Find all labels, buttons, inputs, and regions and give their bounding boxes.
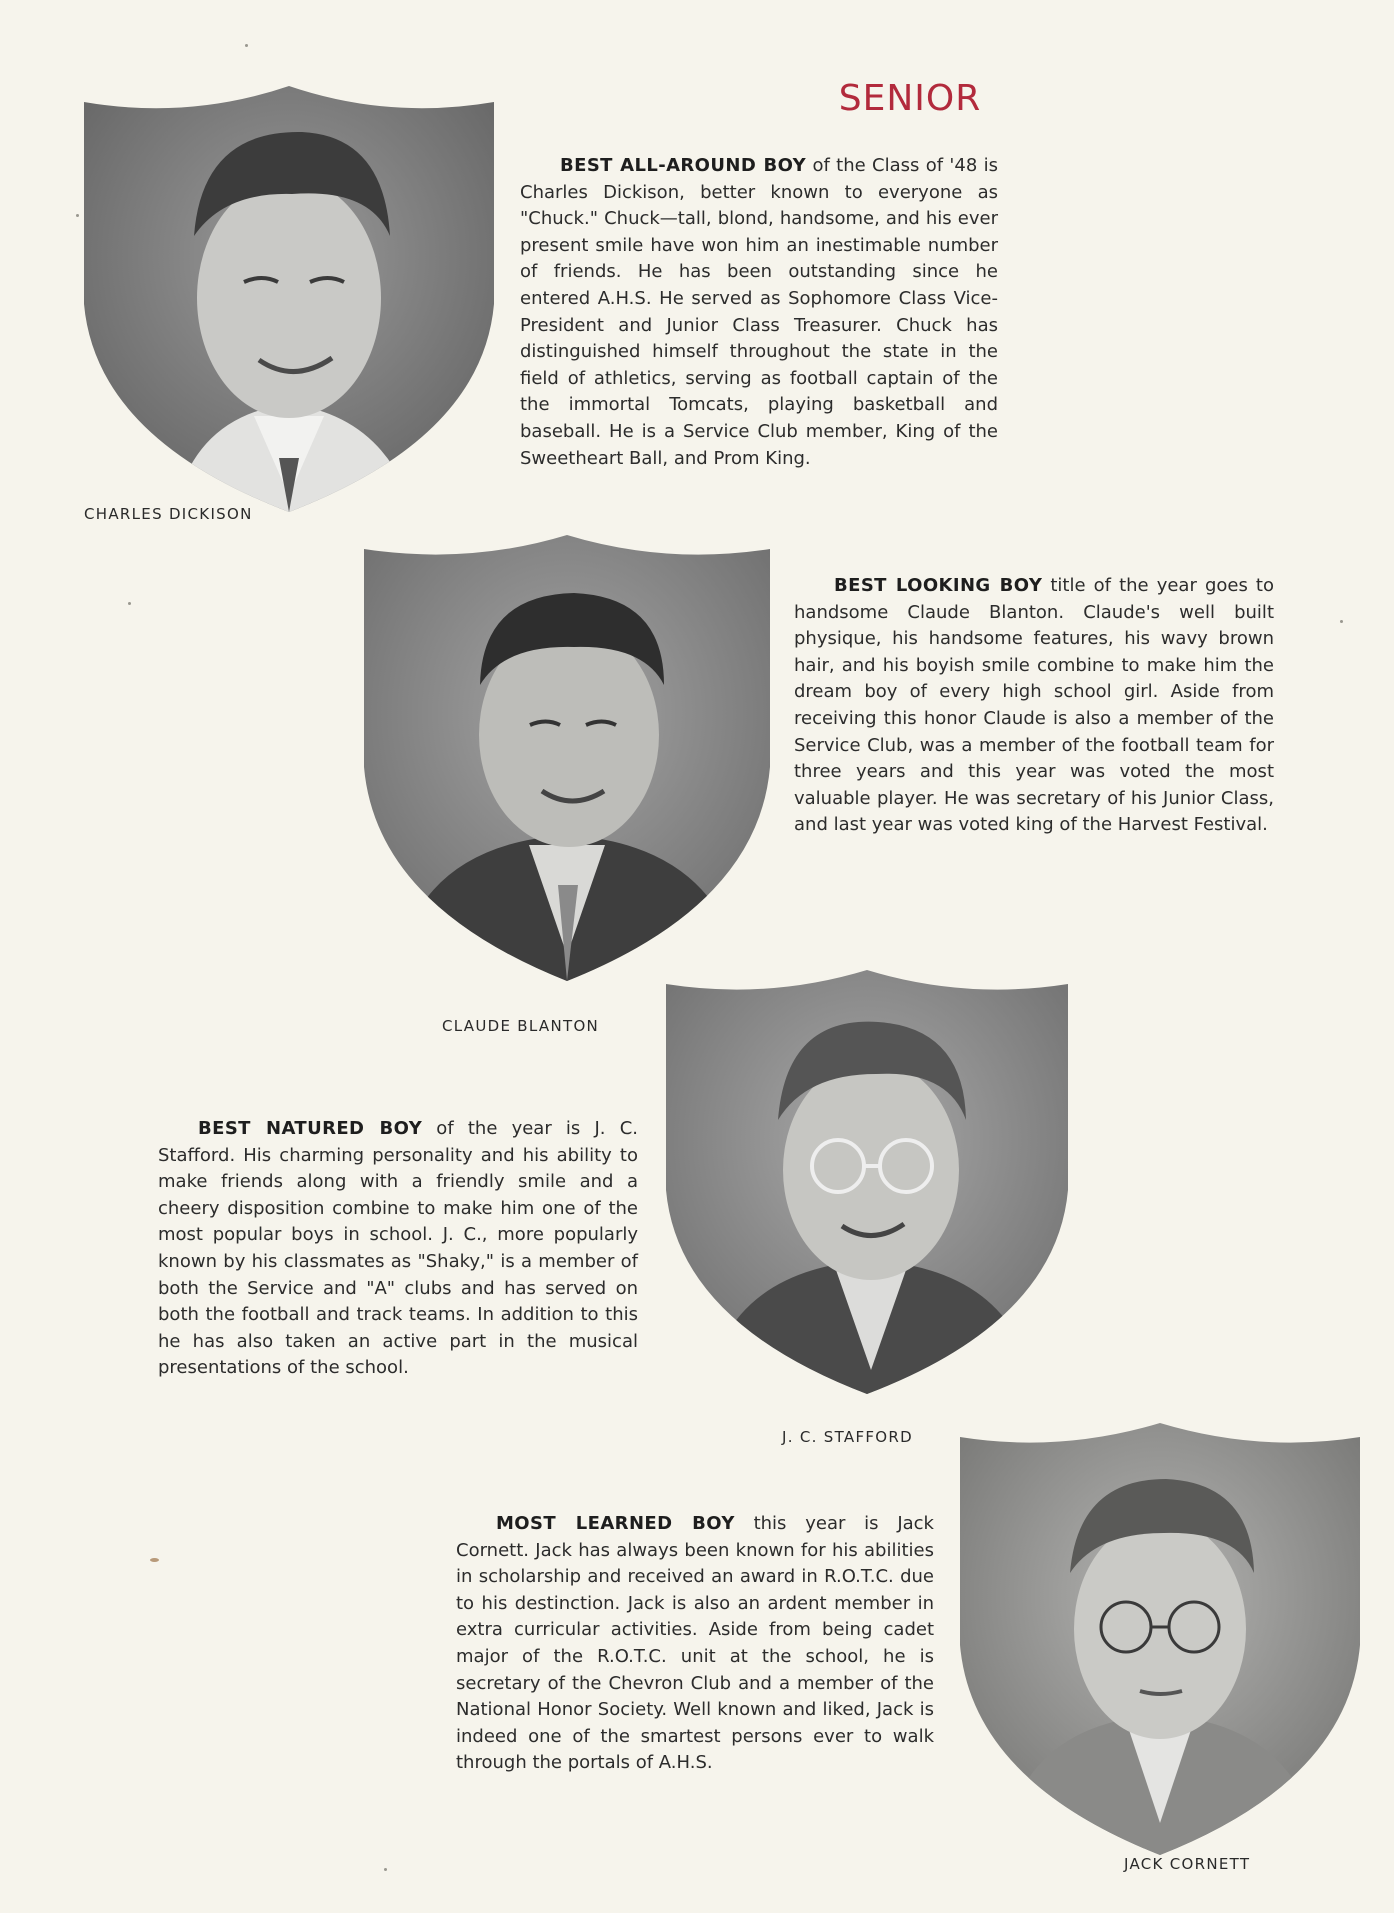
paragraph-best-all-around-boy (520, 153, 998, 472)
lead-best-looking-boy: BEST LOOKING BOY (834, 575, 1043, 596)
portrait-jc-stafford (666, 970, 1068, 1394)
body-best-looking-boy: title of the year goes to handsome Claude Blanton. Claude's well built physique, his handsome features, his wavy brown hair, and his boyish smile combine to make him the dream boy of every high school girl. Aside from receiving this honor Claude is also a member of the Service Club, was a member of the football team for three years and this year was voted the most valuable player. He was secretary of his Junior Class, and last year was voted king of the Harvest Festival. (794, 575, 1274, 836)
portrait-charles-dickison (84, 86, 494, 512)
lead-best-all-around-boy: BEST ALL-AROUND BOY (560, 155, 807, 176)
caption-jc-stafford: J. C. STAFFORD (782, 1428, 913, 1446)
lead-best-natured-boy: BEST NATURED BOY (198, 1118, 423, 1139)
paper-speck (76, 214, 79, 217)
paragraph-best-looking-boy (794, 573, 1274, 839)
caption-jack-cornett: JACK CORNETT (1124, 1855, 1251, 1873)
lead-most-learned-boy: MOST LEARNED BOY (496, 1513, 735, 1534)
page-title: SENIOR (838, 78, 982, 119)
paper-speck (1340, 620, 1343, 623)
portrait-jack-cornett (960, 1423, 1360, 1855)
paragraph-most-learned-boy (456, 1511, 934, 1777)
paper-speck (245, 44, 248, 47)
caption-charles-dickison: CHARLES DICKISON (84, 505, 253, 523)
caption-claude-blanton: CLAUDE BLANTON (442, 1017, 600, 1035)
paper-speck (150, 1558, 159, 1562)
body-most-learned-boy: this year is Jack Cornett. Jack has always been known for his abilities in scholarship and received an award in R.O.T.C. due to his destinction. Jack is also an ardent member in extra curricular activities. Aside from being cadet major of the R.O.T.C. unit at the school, he is secretary of the Chevron Club and a member of the National Honor Society. Well known and liked, Jack is indeed one of the smartest persons ever to walk through the portals of A.H.S. (456, 1513, 934, 1774)
paper-speck (384, 1868, 387, 1871)
body-best-natured-boy: of the year is J. C. Stafford. His charming personality and his ability to make friends along with a friendly smile and a cheery disposition combine to make him one of the most popular boys in school. J. C., more popularly known by his classmates as "Shaky," is a member of both the Service and "A" clubs and has served on both the football and track teams. In addition to this he has also taken an active part in the musical presentations of the school. (158, 1118, 638, 1379)
paper-speck (128, 602, 131, 605)
portrait-claude-blanton (364, 535, 770, 981)
paragraph-best-natured-boy (158, 1116, 638, 1382)
body-best-all-around-boy: of the Class of '48 is Charles Dickison, better known to everyone as "Chuck." Chuck—tall, blond, handsome, and his ever present smile have won him an inestimable number of friends. He has been outstanding since he entered A.H.S. He served as Sophomore Class Vice-President and Junior Class Treasurer. Chuck has distinguished himself throughout the state in the field of athletics, serving as football captain of the the immortal Tomcats, playing basketball and baseball. He is a Service Club member, King of the Sweetheart Ball, and Prom King. (520, 155, 998, 469)
